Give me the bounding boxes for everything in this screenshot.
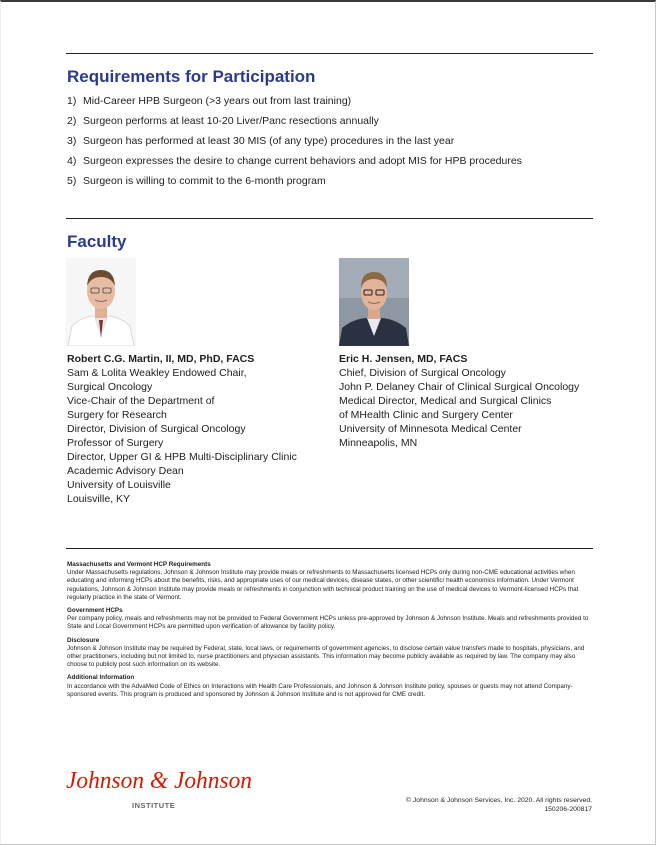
faculty-line: Vice-Chair of the Department of [67, 395, 215, 407]
johnson-and-johnson-institute-logo [66, 764, 256, 812]
legal-body: Per company policy, meals and refreshments may not be provided to Federal Government HCPs unless pre-approved by Johnson & Johnson Institute. Meals and refreshments provided to State and Local Government HCPs are permitted upon verification of allowance by facility policy. [67, 615, 589, 631]
copyright [406, 796, 592, 814]
faculty-name: Robert C.G. Martin, II, MD, PhD, FACS [67, 353, 255, 365]
legal-body: In accordance with the AdvaMed Code of Ethics on Interactions with Health Care Professionals, and Johnson & Johnson Institute policy, spouses or guests may not attend Company-sponsored events. This program is produced and sponsored by Johnson & Johnson Institute and is not approved for CME credit. [67, 682, 573, 698]
document-code: 150206-200817 [544, 806, 592, 813]
legal-section [67, 674, 594, 699]
faculty-info-jensen [339, 352, 579, 450]
divider-middle [66, 218, 593, 219]
requirement-item: 5) Surgeon is willing to commit to the 6-month program [67, 175, 326, 187]
copyright-text: © Johnson & Johnson Services, Inc. 2020. All rights reserved. [406, 797, 592, 804]
legal-body: Johnson & Johnson Institute may be required by Federal, state, local laws, or requirements of government agencies, to disclose certain value transfers made to hospitals, physicians, and other practitioners, including but not limited to, nurse practitioners and physician assistants. This information may become publicly available as required by law. The company may also choose to publicly post such information on its website. [67, 644, 585, 669]
faculty-line: Surgery for Research [67, 409, 167, 421]
faculty-info-martin [67, 352, 297, 506]
faculty-line: Director, Upper GI & HPB Multi-Disciplinary Clinic [67, 451, 297, 463]
requirement-item: 1) Mid-Career HPB Surgeon (>3 years out from last training) [67, 95, 352, 107]
legal-section [67, 637, 594, 670]
divider-bottom [66, 548, 593, 549]
legal-heading: Disclosure [67, 636, 100, 644]
faculty-line: University of Minnesota Medical Center [339, 423, 522, 435]
legal-section [67, 607, 594, 632]
faculty-line: Chief, Division of Surgical Oncology [339, 367, 506, 379]
logo-wordmark: Johnson & Johnson [66, 768, 252, 794]
faculty-name: Eric H. Jensen, MD, FACS [339, 353, 468, 365]
faculty-line: of MHealth Clinic and Surgery Center [339, 409, 513, 421]
faculty-line: Director, Division of Surgical Oncology [67, 423, 246, 435]
legal-heading: Massachusetts and Vermont HCP Requirements [67, 561, 211, 568]
requirements-title: Requirements for Participation [67, 67, 316, 86]
faculty-line: Academic Advisory Dean [67, 465, 184, 477]
legal-heading: Government HCPs [67, 607, 123, 615]
faculty-line: Sam & Lolita Weakley Endowed Chair, [67, 367, 247, 379]
faculty-line: University of Louisville [67, 479, 171, 491]
faculty-photo-martin [66, 258, 136, 346]
requirements-list [67, 91, 522, 191]
faculty-line: John P. Delaney Chair of Clinical Surgical Oncology [339, 381, 580, 393]
legal-heading: Additional Information [67, 674, 135, 682]
faculty-line: Professor of Surgery [67, 437, 164, 449]
divider-top [66, 53, 593, 54]
requirement-item: 4) Surgeon expresses the desire to change current behaviors and adopt MIS for HPB procedures [67, 155, 522, 167]
faculty-line: Medical Director, Medical and Surgical Clinics [339, 395, 552, 407]
faculty-title: Faculty [67, 232, 127, 251]
faculty-line: Surgical Oncology [67, 381, 153, 393]
requirement-item: 2) Surgeon performs at least 10-20 Liver/Panc resections annually [67, 115, 379, 127]
legal-section [67, 561, 594, 602]
requirement-item: 3) Surgeon has performed at least 30 MIS (of any type) procedures in the last year [67, 135, 455, 147]
legal-body: Under Massachusetts regulations, Johnson & Johnson Institute may provide meals or refreshments to Massachusetts licensed HCPs only during non-CME educational activities when educating and informing HCPs about the benefits, risks, and appropriate uses of our medical devices, disease states, or other scientific/ health economics information. Under Vermont regulations, Johnson & Johnson Institute may provide meals or refreshments in conjunction with technical product training on the use of medical devices to Vermont-licensed HCPs that regularly practice in the state of Vermont. [67, 569, 579, 601]
faculty-line: Louisville, KY [67, 493, 131, 505]
legal-fine-print [67, 561, 594, 704]
faculty-photo-jensen [339, 258, 409, 346]
logo-subtext: INSTITUTE [132, 801, 176, 810]
faculty-line: Minneapolis, MN [339, 437, 418, 449]
